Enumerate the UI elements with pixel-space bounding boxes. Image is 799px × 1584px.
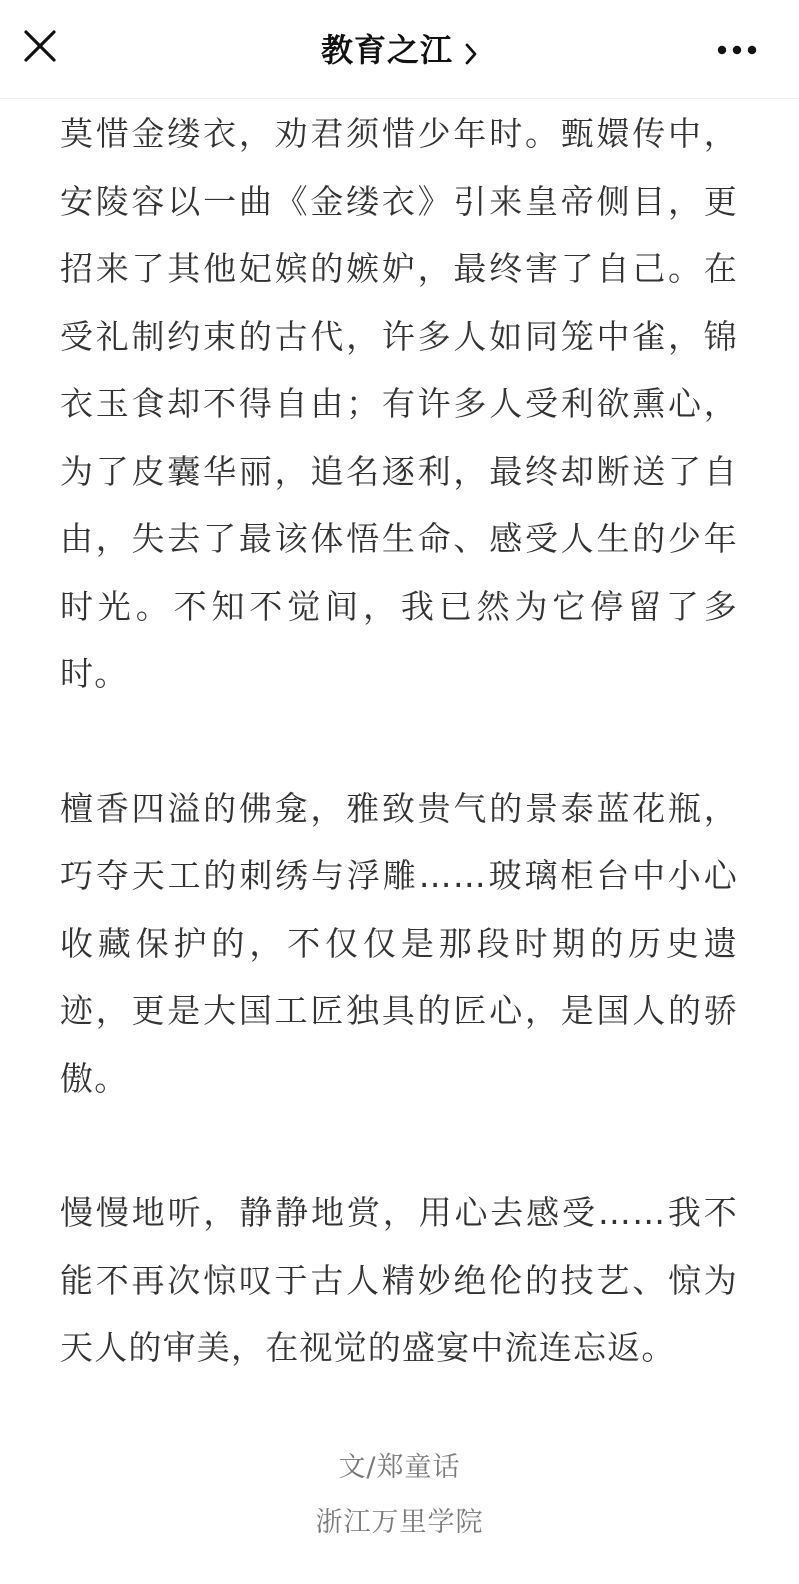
- chevron-right-icon: [464, 42, 478, 66]
- article-paragraph: 檀香四溢的佛龛，雅致贵气的景泰蓝花瓶，巧夺天工的刺绣与浮雕……玻璃柜台中小心收藏保护的，不仅仅是那段时期的历史遗迹，更是大国工匠独具的匠心，是国人的骄傲。: [60, 788, 738, 1098]
- article-body: [60, 100, 738, 1382]
- article-paragraph: 慢慢地听，静静地赏，用心去感受……我不能不再次惊叹于古人精妙绝伦的技艺、惊为天人的审美，在视觉的盛宴中流连忘返。: [60, 1193, 738, 1367]
- account-title-link[interactable]: [0, 28, 799, 72]
- account-title: 教育之江: [320, 31, 453, 69]
- author-school: 浙江万里学院: [315, 1507, 484, 1538]
- more-horizontal-icon: [713, 36, 761, 64]
- article-author: 文/郑童话: [338, 1452, 461, 1483]
- more-options-button[interactable]: [713, 36, 761, 64]
- navigation-bar: [0, 0, 799, 99]
- article-paragraph: 莫惜金缕衣，劝君须惜少年时。甄嬛传中，安陵容以一曲《金缕衣》引来皇帝侧目，更招来了其他妃嫔的嫉妒，最终害了自己。在受礼制约束的古代，许多人如同笼中雀，锦衣玉食却不得自由；有许多人受利欲熏心，为了皮囊华丽，追名逐利，最终却断送了自由，失去了最该体悟生命、感受人生的少年时光。不知不觉间，我已然为它停留了多时。: [60, 114, 738, 693]
